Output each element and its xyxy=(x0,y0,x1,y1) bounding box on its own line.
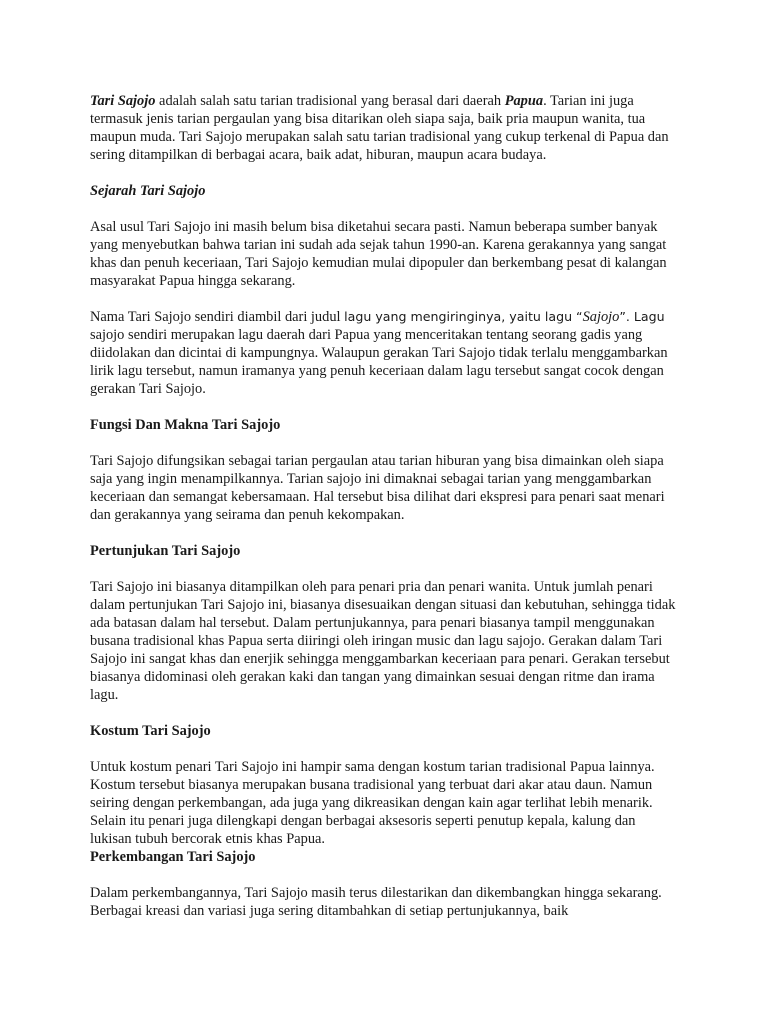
fungsi-paragraph: Tari Sajojo difungsikan sebagai tarian pergaulan atau tarian hiburan yang bisa dimainkan oleh siapa saja yang ingin menampilkannya. Tarian sajojo ini dimaknai sebagai tarian yang menggambarkan keceriaan dan semangat kebersamaan. Hal tersebut bisa dilihat dari ekspresi para penari saat menari dan gerakannya yang seirama dan penuh kekompakan. xyxy=(90,453,665,523)
pertunjukan-paragraph: Tari Sajojo ini biasanya ditampilkan oleh para penari pria dan penari wanita. Untuk jumlah penari dalam pertunjukan Tari Sajojo ini, biasanya disesuaikan dengan situasi dan kebutuhan, sehingga tidak ada batasan dalam hal tersebut. Dalam pertunjukannya, para penari biasanya tampil menggunakan busana tradisional khas Papua serta diiringi oleh iringan music dan lagu sajojo. Gerakan dalam Tari Sajojo ini sangat khas dan enerjik sehingga menggambarkan keceriaan para penari. Gerakan tersebut biasanya didominasi oleh gerakan kaki dan tangan yang dimainkan sesuai dengan ritme dan irama lagu. xyxy=(90,579,676,703)
term-papua: Papua xyxy=(504,93,544,109)
sejarah-p2-text-e: sajojo sendiri merupakan lagu daerah dari Papua yang menceritakan tentang seorang gadis yang diidolakan dan dicintai di kampungnya. Walaupun gerakan Tari Sajojo tidak terlalu menggambarkan lirik lagu tersebut, namun iramanya yang penuh keceriaan dalam lagu tersebut sangat cocok dengan gerakan Tari Sajojo. xyxy=(90,327,668,397)
sejarah-p2-text-a: Nama Tari Sajojo sendiri diambil dari judul xyxy=(90,309,345,325)
heading-perkembangan: Perkembangan Tari Sajojo xyxy=(90,849,256,865)
sejarah-p2-song-title: Sajojo xyxy=(582,309,620,325)
sejarah-p2-text-b: lagu yang mengiringinya, yaitu lagu “ xyxy=(344,309,583,324)
heading-kostum: Kostum Tari Sajojo xyxy=(90,723,211,739)
intro-text-2: . Tarian ini juga termasuk jenis tarian pergaulan yang bisa ditarikan oleh siapa saja, baik pria maupun wanita, tua maupun muda. Tari Sajojo merupakan salah satu tarian tradisional yang cukup terkenal di Papua dan sering ditampilkan di berbagai acara, baik adat, hiburan, maupun acara budaya. xyxy=(90,93,669,163)
sejarah-paragraph-1: Asal usul Tari Sajojo ini masih belum bisa diketahui secara pasti. Namun beberapa sumber banyak yang menyebutkan bahwa tarian ini sudah ada sejak tahun 1990-an. Karena gerakannya yang sangat khas dan penuh keceriaan, Tari Sajojo kemudian mulai dipopuler dan berkembang pesat di kalangan masyarakat Papua hingga sekarang. xyxy=(90,219,667,289)
term-tari-sajojo: Tari Sajojo xyxy=(90,93,156,109)
heading-fungsi: Fungsi Dan Makna Tari Sajojo xyxy=(90,417,281,433)
perkembangan-paragraph: Dalam perkembangannya, Tari Sajojo masih terus dilestarikan dan dikembangkan hingga sekarang. Berbagai kreasi dan variasi juga sering ditambahkan di setiap pertunjukannya, baik xyxy=(90,885,662,919)
heading-pertunjukan: Pertunjukan Tari Sajojo xyxy=(90,543,241,559)
intro-text-1: adalah salah satu tarian tradisional yang berasal dari daerah xyxy=(155,93,505,109)
sejarah-paragraph-2 xyxy=(90,308,680,398)
intro-paragraph xyxy=(90,92,680,164)
heading-sejarah: Sejarah Tari Sajojo xyxy=(90,183,206,199)
kostum-paragraph: Untuk kostum penari Tari Sajojo ini hampir sama dengan kostum tarian tradisional Papua lainnya. Kostum tersebut biasanya merupakan busana tradisional yang terbuat dari akar atau daun. Namun seiring dengan perkembangan, ada juga yang dikreasikan dengan kain agar terlihat lebih menarik. Selain itu penari juga dilengkapi dengan berbagai aksesoris seperti penutup kepala, kalung dan lukisan tubuh bercorak etnis khas Papua. xyxy=(90,759,655,847)
document-page xyxy=(90,92,680,938)
sejarah-p2-text-d: ”. Lagu xyxy=(619,309,665,324)
